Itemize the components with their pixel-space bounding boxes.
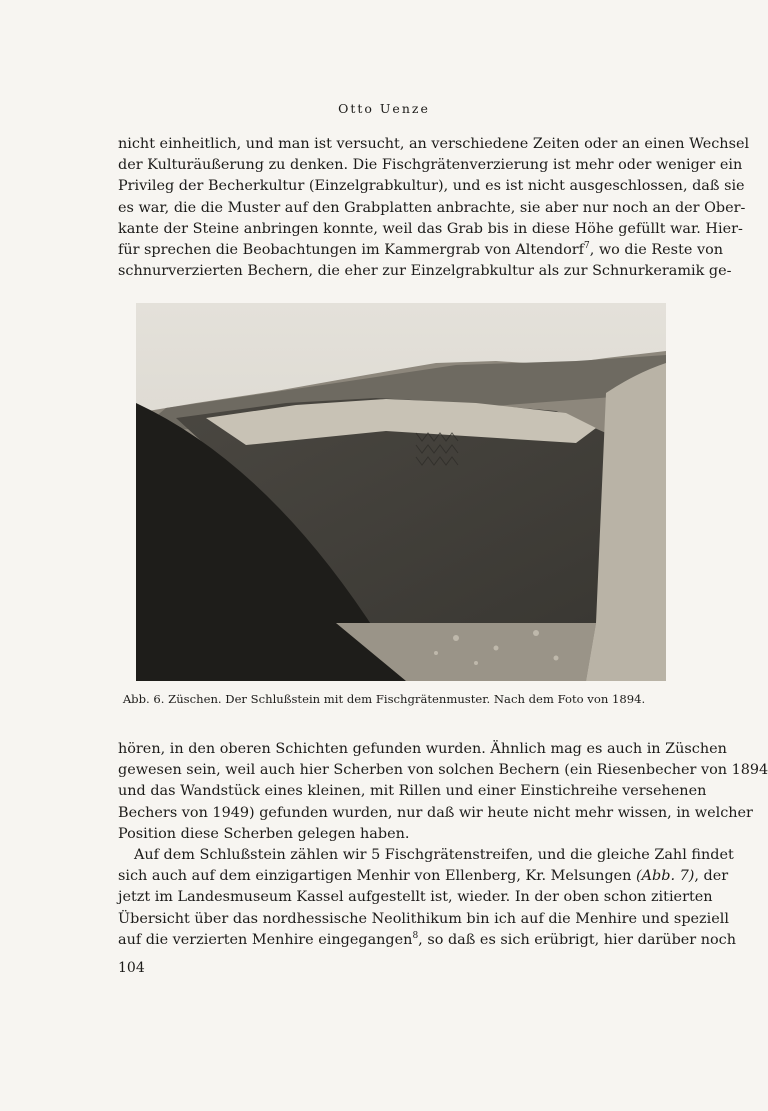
text-segment: , der [694, 868, 729, 885]
text-line: schnurverzierten Bechern, die eher zur Einzelgrabkultur als zur Schnurkeramik ge- [118, 263, 732, 280]
text-line: Auf dem Schlußstein zählen wir 5 Fischgrätenstreifen, und die gleiche Zahl findet [134, 846, 734, 863]
text-line: kante der Steine anbringen konnte, weil das Grab bis in diese Höhe gefüllt war. Hier- [118, 220, 743, 237]
figure-photo [136, 303, 666, 681]
text-line: und das Wandstück eines kleinen, mit Rillen und einer Einstichreihe versehenen [118, 783, 707, 800]
text-line: Privileg der Becherkultur (Einzelgrabkultur), und es ist nicht ausgeschlossen, daß sie [118, 178, 745, 195]
text-line: es war, die die Muster auf den Grabplatten anbrachte, sie aber nur noch an der Ober- [118, 199, 746, 216]
footnote-ref[interactable]: 7 [583, 241, 590, 252]
figure-reference[interactable]: (Abb. 7) [636, 868, 695, 885]
text-line: Übersicht über das nordhessische Neolithikum bin ich auf die Menhire und speziell [118, 910, 729, 927]
text-line: hören, in den oberen Schichten gefunden wurden. Ähnlich mag es auch in Züschen [118, 741, 727, 757]
text-line: nicht einheitlich, und man ist versucht, an verschiedene Zeiten oder an einen Wechsel [118, 136, 750, 152]
figure-caption: Abb. 6. Züschen. Der Schlußstein mit dem Fischgrätenmuster. Nach dem Foto von 1894. [122, 692, 646, 706]
text-line: Position diese Scherben gelegen haben. [118, 825, 410, 842]
running-head: Otto Uenze [338, 101, 430, 116]
text-segment: , wo die Reste von [589, 241, 724, 258]
page-number: 104 [118, 960, 145, 976]
text-line: gewesen sein, weil auch hier Scherben von solchen Bechern (ein Riesenbecher von 1894 [118, 762, 768, 779]
text-line [118, 866, 729, 887]
text-segment: , so daß es sich erübrigt, hier darüber noch [418, 931, 737, 948]
stone-photo-illustration [136, 303, 666, 681]
text-segment: sich auch auf dem einzigartigen Menhir von Ellenberg, Kr. Melsungen [118, 868, 637, 885]
paragraph-top [118, 134, 750, 282]
text-line: der Kulturäußerung zu denken. Die Fischgrätenverzierung ist mehr oder weniger ein [118, 157, 743, 174]
text-segment: auf die verzierten Menhire eingegangen [118, 931, 413, 948]
text-line: jetzt im Landesmuseum Kassel aufgestellt ist, wieder. In der oben schon zitierten [118, 889, 713, 906]
footnote-ref[interactable]: 8 [412, 930, 419, 941]
text-line [118, 240, 724, 261]
text-line: Bechers von 1949) gefunden wurden, nur daß wir heute nicht mehr wissen, in welcher [118, 804, 753, 821]
text-segment: für sprechen die Beobachtungen im Kammergrab von Altendorf [118, 241, 584, 258]
paragraph-bottom [118, 739, 768, 951]
text-line [118, 930, 737, 951]
